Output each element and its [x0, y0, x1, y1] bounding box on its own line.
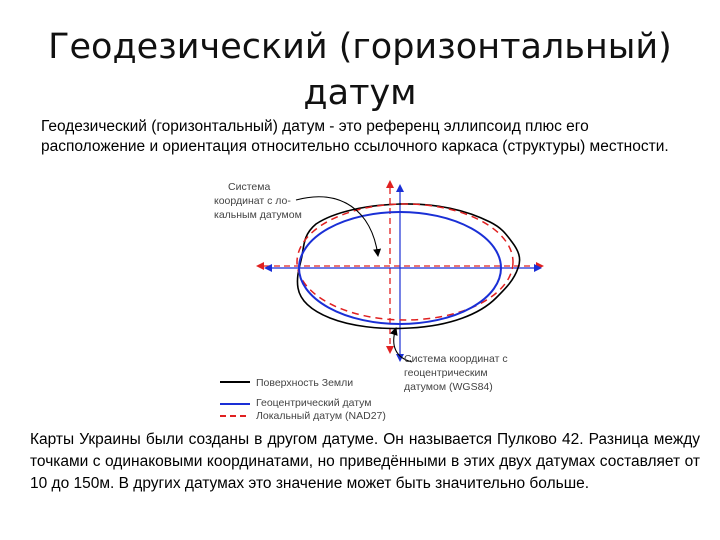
title-line-2: датум	[303, 73, 417, 113]
label-local-system	[214, 181, 302, 221]
label-geo-line-2: геоцентрическим	[404, 367, 488, 379]
local-axis-arrow-left	[256, 262, 264, 270]
legend-label-local: Локальный датум (NAD27)	[256, 410, 386, 422]
local-axis-arrow-down	[386, 346, 394, 354]
label-geocentric-system	[404, 353, 511, 393]
label-local-line-1: Система	[228, 181, 271, 193]
label-local-line-3: кальным датумом	[214, 209, 302, 221]
legend-label-geocentric: Геоцентрический датум	[256, 397, 372, 409]
local-axis-arrow-up	[386, 180, 394, 188]
title-line-1: Геодезический (горизонтальный)	[48, 27, 672, 67]
slide-title	[40, 24, 680, 116]
legend-label-earth: Поверхность Земли	[256, 377, 354, 389]
footer-text: Карты Украины были созданы в другом датуме. Он называется Пулково 42. Разница между точками с одинаковыми координатами, но приведёнными в этих двух датумах составляет от 10 до 150м. В других датумах это значение может быть значительно больше.	[30, 431, 700, 492]
intro-text: Геодезический (горизонтальный) датум - это референц эллипсоид плюс его расположение и ориентация относительно ссылочного каркаса (структуры) местности.	[41, 118, 669, 155]
label-geo-line-1: Система координат с	[404, 353, 508, 365]
datum-diagram	[200, 176, 580, 428]
geocentric-axis-arrow-up	[396, 184, 404, 192]
label-local-line-2: координат с ло-	[214, 195, 291, 207]
label-geo-line-3: датумом (WGS84)	[404, 381, 493, 393]
pointer-arrow-local	[296, 197, 378, 256]
geocentric-axis-arrow-left	[264, 264, 272, 272]
